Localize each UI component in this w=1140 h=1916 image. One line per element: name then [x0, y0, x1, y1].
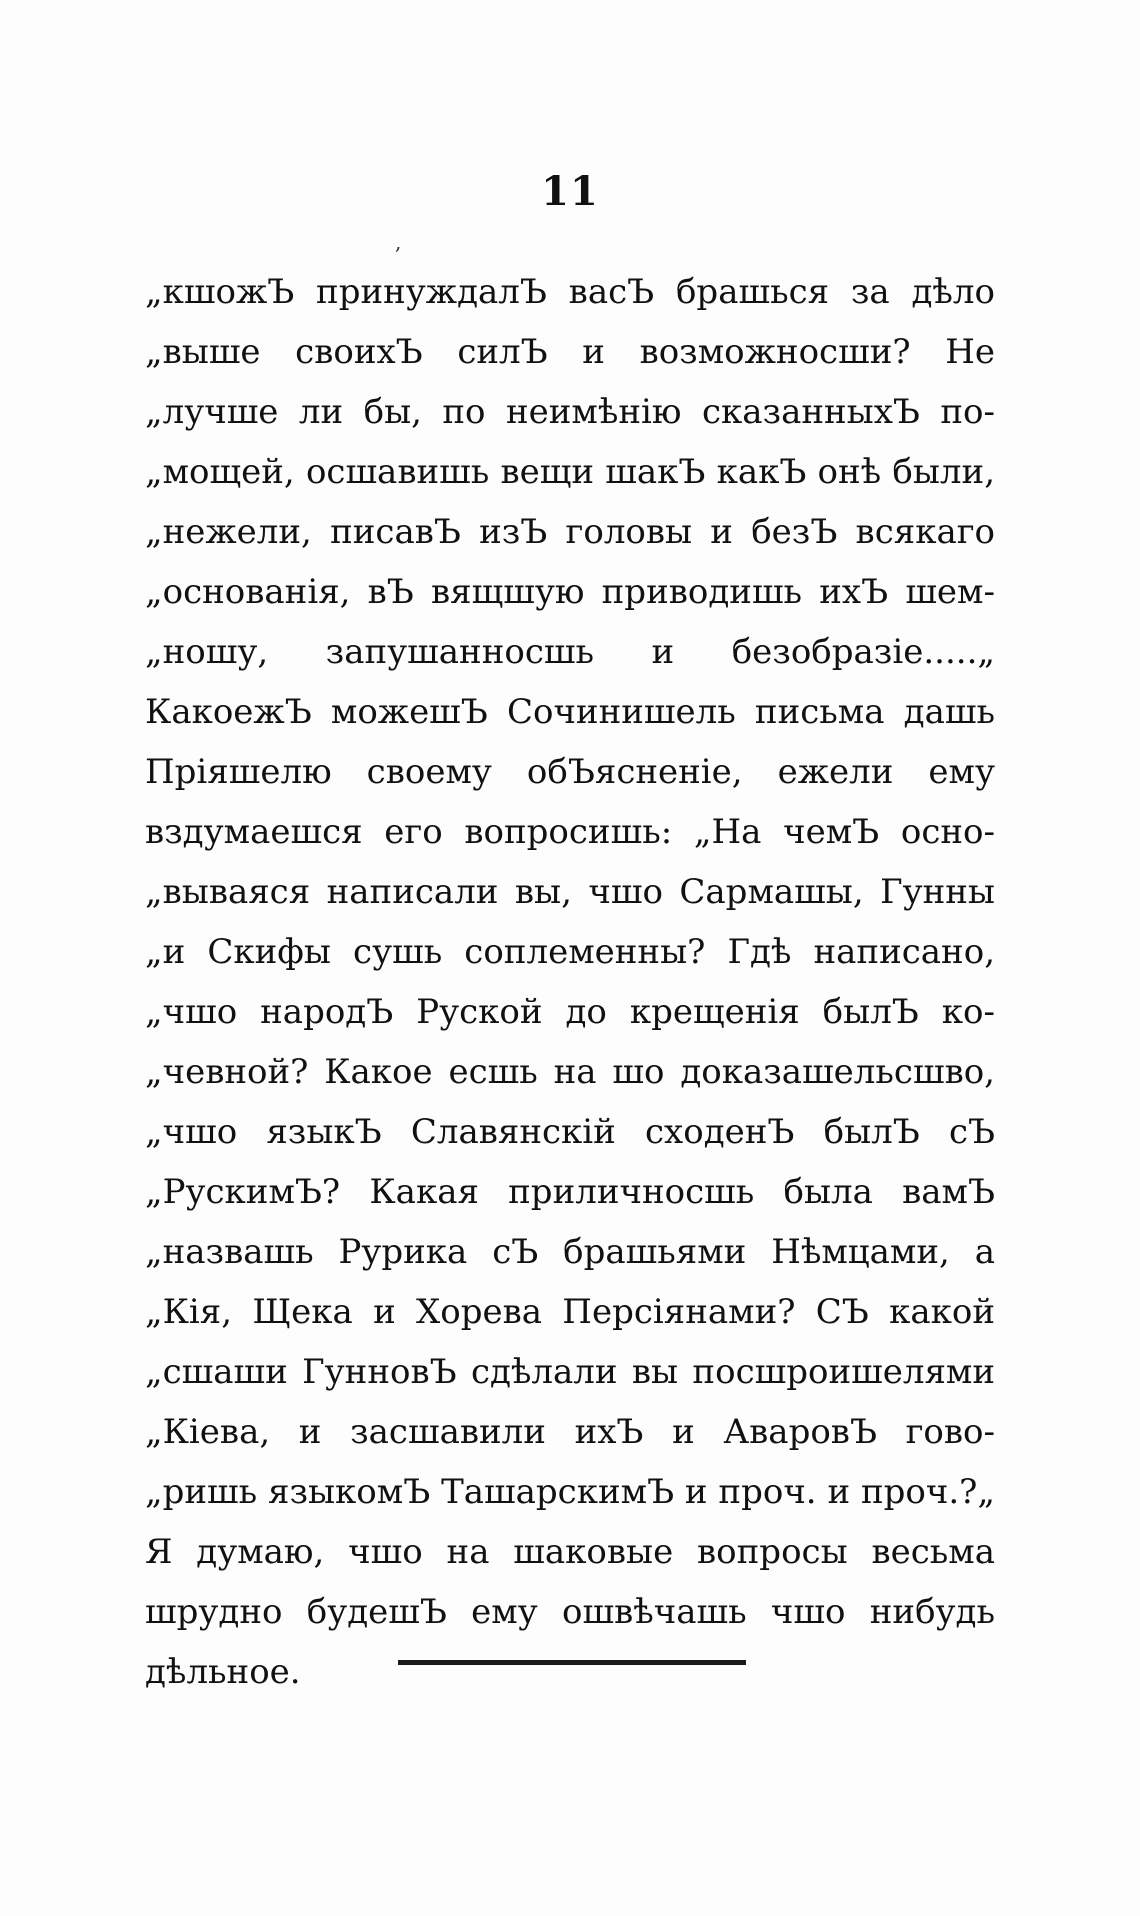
text-line: „сшаши ГунновЪ сдѣлали вы посшроишелями [145, 1352, 995, 1392]
text-line: „ришь языкомЪ ТашарскимЪ и проч. и проч.?„ [145, 1472, 995, 1512]
text-line: „вываяся написали вы, чшо Сармашы, Гунны [145, 872, 995, 912]
text-line: дѣльное. [145, 1652, 301, 1692]
text-line: „основанія, вЪ вящшую приводишь ихЪ шем- [145, 572, 995, 612]
text-line: шрудно будешЪ ему ошвѣчашь чшо нибудь [145, 1592, 995, 1632]
text-line: „ношу, запушанносшь и безобразіе.....„ [145, 632, 995, 672]
text-line: „назвашь Рурика сЪ брашьями Нѣмцами, а [145, 1232, 995, 1272]
body-text [145, 262, 995, 1702]
text-line: „лучше ли бы, по неимѣнію сказанныхЪ по- [145, 392, 995, 432]
stray-ink-mark: , [395, 230, 402, 254]
text-line: вздумаешся его вопросишь: „На чемЪ осно- [145, 812, 995, 852]
text-line: „нежели, писавЪ изЪ головы и безЪ всякаго [145, 512, 995, 552]
text-line: „выше своихЪ силЪ и возможносши? Не [145, 332, 995, 372]
text-line: „РускимЪ? Какая приличносшь была вамЪ [145, 1172, 995, 1212]
text-line: „чшо народЪ Руской до крещенія былЪ ко- [145, 992, 995, 1032]
text-line: Я думаю, чшо на шаковые вопросы весьма [145, 1532, 995, 1572]
text-line: „мощей, осшавишь вещи шакЪ какЪ онѣ были, [145, 452, 995, 492]
page-number: 11 [541, 168, 599, 215]
text-line: Пріяшелю своему обЪясненіе, ежели ему [145, 752, 995, 792]
text-line: КакоежЪ можешЪ Сочинишель письма дашь [145, 692, 995, 732]
text-line: „кшожЪ принуждалЪ васЪ брашься за дѣло [145, 272, 995, 312]
text-line: „Кіева, и засшавили ихЪ и АваровЪ гово- [145, 1412, 995, 1452]
section-divider-rule [398, 1660, 746, 1665]
text-line: „чевной? Какое есшь на шо доказашельсшво, [145, 1052, 995, 1092]
text-line: „и Скифы сушь соплеменны? Гдѣ написано, [145, 932, 995, 972]
text-line: „чшо языкЪ Славянскій сходенЪ былЪ сЪ [145, 1112, 995, 1152]
text-line: „Кія, Щека и Хорева Персіянами? СЪ какой [145, 1292, 995, 1332]
